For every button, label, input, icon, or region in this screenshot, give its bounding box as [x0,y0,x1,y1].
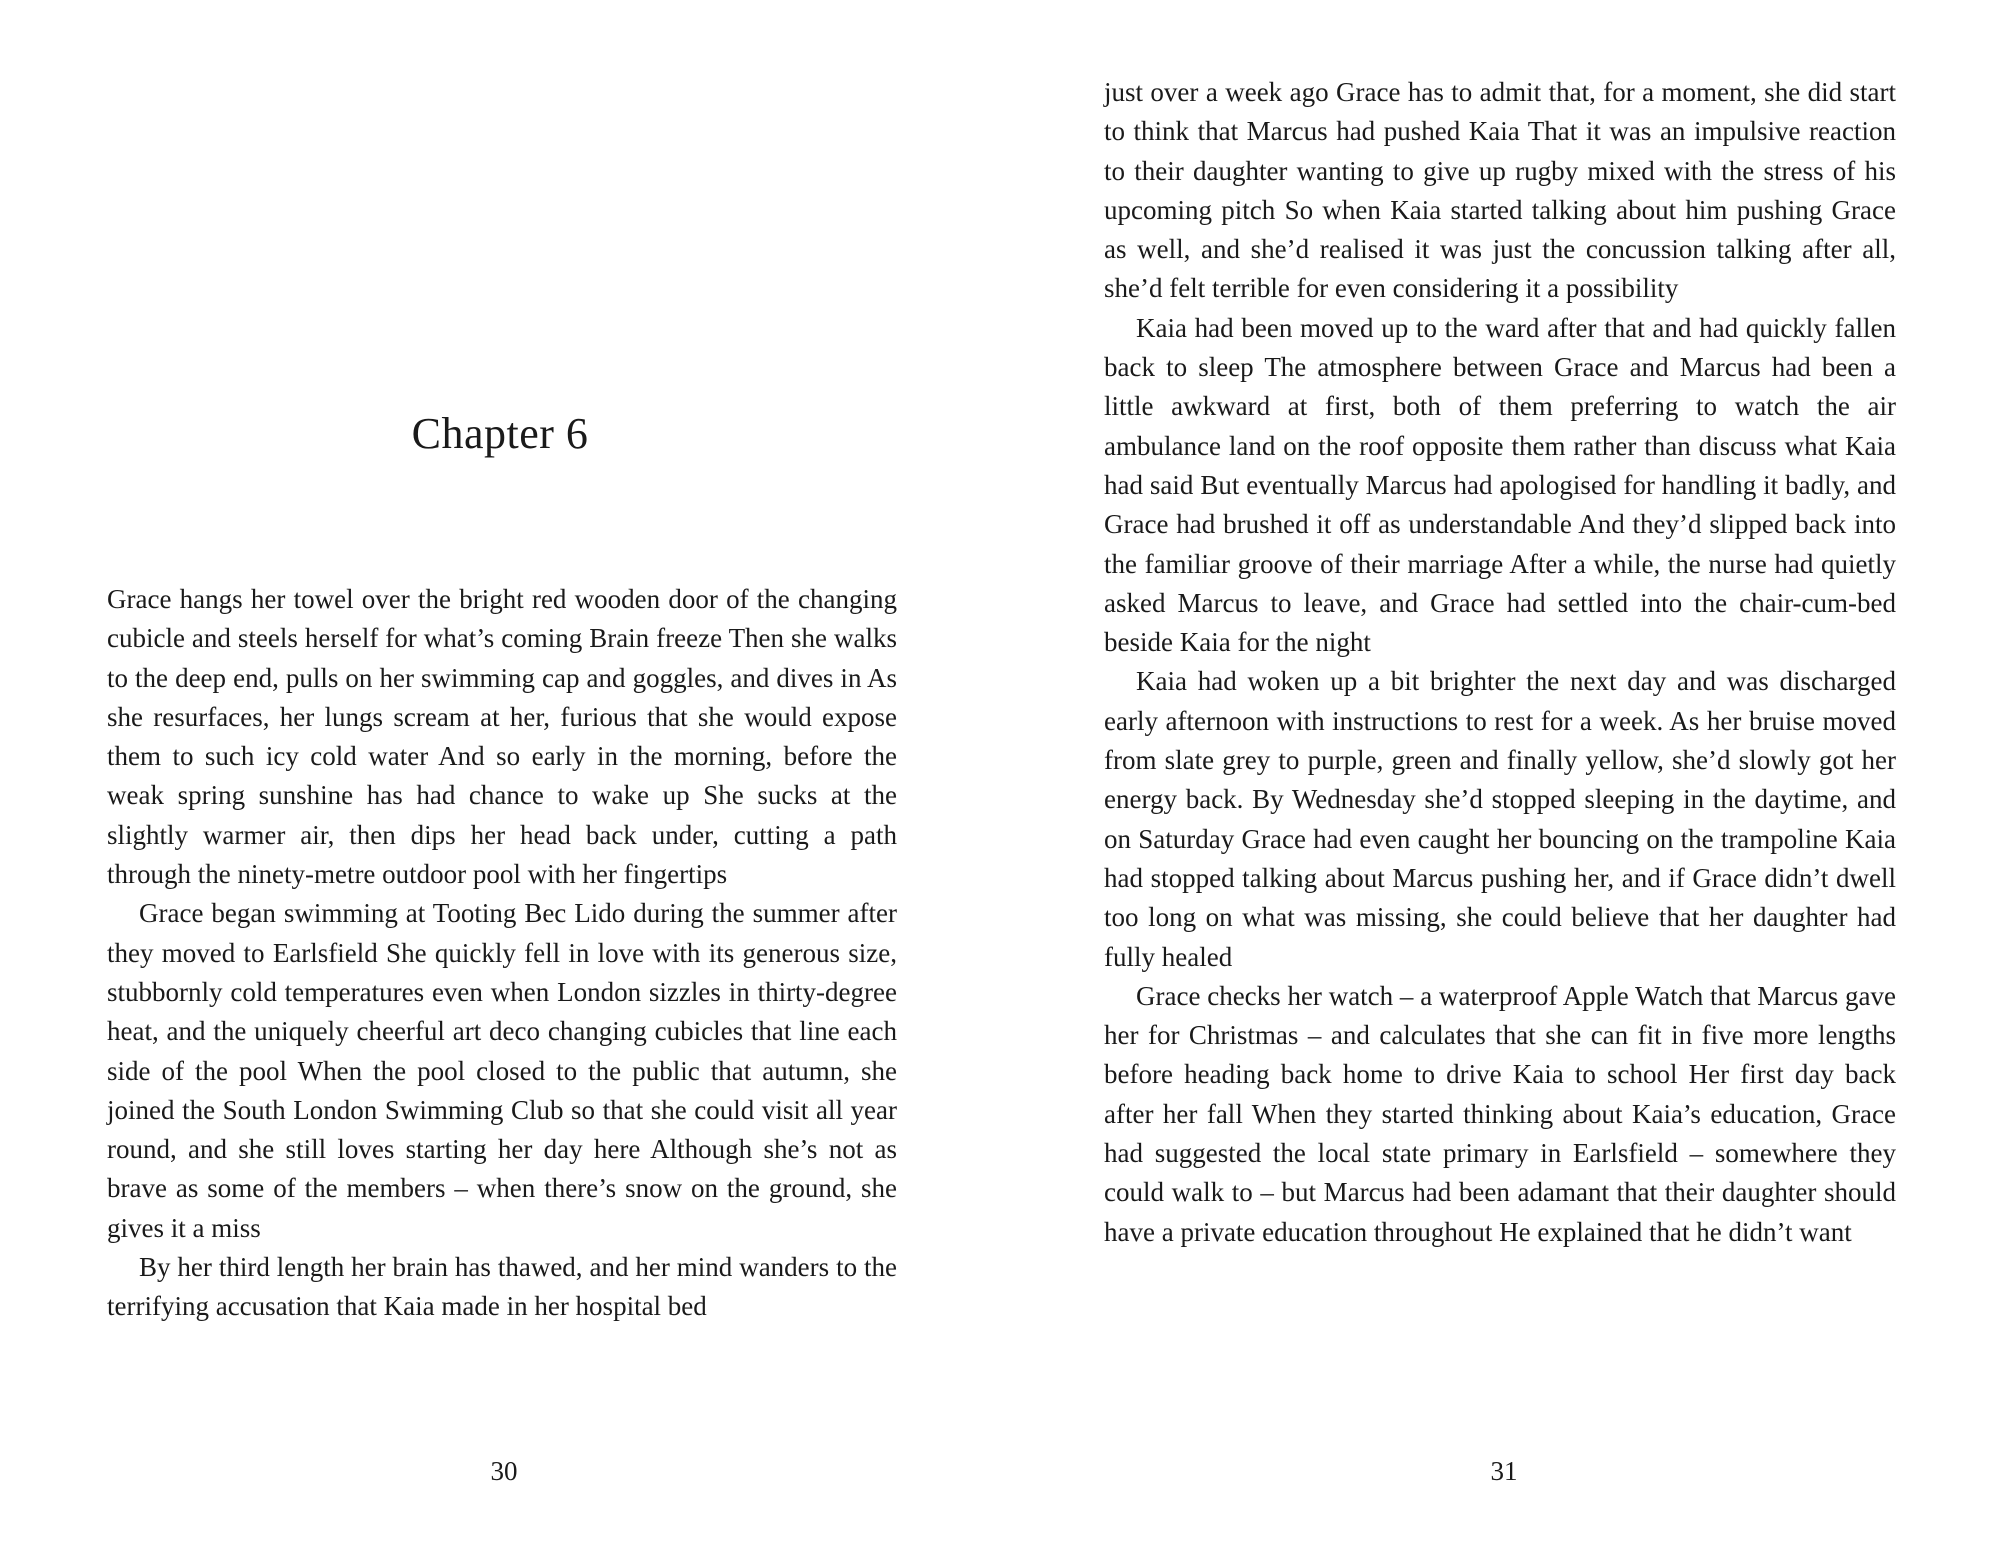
right-page [1000,0,2000,1551]
paragraph: Kaia had been moved up to the ward after that and had quickly fallen back to sleep The atmosphere between Grace and Marcus had been a little awkward at first, both of them preferring to watch the air ambulance land on the roof opposite them rather than discuss what Kaia had said But eventually Marcus had apologised for handling it badly, and Grace had brushed it off as understandable And they’d slipped back into the familiar groove of their marriage After a while, the nurse had quietly asked Marcus to leave, and Grace had settled into the chair-cum-bed beside Kaia for the night [1104,312,1896,658]
page-number: 31 [1490,1456,1518,1486]
paragraph: just over a week ago Grace has to admit that, for a moment, she did start to think that Marcus had pushed Kaia That it was an impulsive reaction to their daughter wanting to give up rugby mixed with the stress of his upcoming pitch So when Kaia started talking about him pushing Grace as well, and she’d realised it was just the concussion talking after all, she’d felt terrible for even considering it a possibility [1104,77,1896,304]
paragraph: Kaia had woken up a bit brighter the next day and was discharged early afternoon with instructions to rest for a week. As her bruise moved from slate grey to purple, green and finally yellow, she’d slowly got her energy back. By Wednesday she’d stopped sleeping in the daytime, and on Saturday Grace had even caught her bouncing on the trampoline Kaia had stopped talking about Marcus pushing her, and if Grace didn’t dwell too long on what was missing, she could believe that her daughter had fully healed [1104,666,1896,972]
paragraph: Grace began swimming at Tooting Bec Lido during the summer after they moved to Earlsfield She quickly fell in love with its generous size, stubbornly cold temperatures even when London sizzles in thirty-degree heat, and the uniquely cheerful art deco changing cubicles that line each side of the pool When the pool closed to the public that autumn, she joined the South London Swimming Club so that she could visit all year round, and she still loves starting her day here Although she’s not as brave as some of the members – when there’s snow on the ground, she gives it a miss [107,898,897,1243]
left-page-body [107,580,897,1327]
paragraph: Grace hangs her towel over the bright red wooden door of the changing cubicle and steels herself for what’s coming Brain freeze Then she walks to the deep end, pulls on her swimming cap and goggles, and dives in As she resurfaces, her lungs scream at her, furious that she would expose them to such icy cold water And so early in the morning, before the weak spring sunshine has had chance to wake up She sucks at the slightly warmer air, then dips her head back under, cutting a path through the ninety-metre outdoor pool with her fingertips [107,584,897,890]
chapter-title: Chapter 6 [411,409,589,458]
paragraph: By her third length her brain has thawed, and her mind wanders to the terrifying accusation that Kaia made in her hospital bed [107,1252,897,1322]
right-page-body [1104,73,1896,1252]
page-number: 30 [490,1456,518,1486]
paragraph: Grace checks her watch – a waterproof Apple Watch that Marcus gave her for Christmas – and calculates that she can fit in five more lengths before heading back home to drive Kaia to school Her first day back after her fall When they started thinking about Kaia’s education, Grace had suggested the local state primary in Earlsfield – somewhere they could walk to – but Marcus had been adamant that their daughter should have a private education throughout He explained that he didn’t want [1104,980,1896,1247]
